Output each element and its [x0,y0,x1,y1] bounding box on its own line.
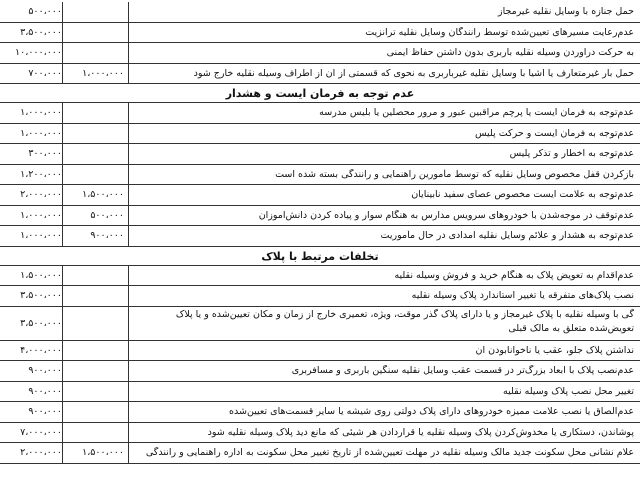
column-divider [128,185,129,206]
table-row [0,382,640,403]
fine-amount-secondary: ۵۰۰،۰۰۰ [90,209,124,221]
table-row [0,43,640,64]
fine-amount-secondary: ۱،۵۰۰،۰۰۰ [82,189,124,201]
fine-amount: ۳،۵۰۰،۰۰۰ [20,317,62,329]
column-divider [128,165,129,186]
violation-description: عدم‌الصاق یا نصب علامت ممیزه خودروهای دارای پلاک دولتی روی شیشه یا سایر قسمت‌های تعیین‌شده [229,406,634,418]
column-divider [62,226,63,247]
column-divider [62,402,63,423]
fine-amount: ۳۰۰،۰۰۰ [28,148,62,160]
column-divider [62,64,63,85]
violation-description: عدم‌اقدام به تعویض پلاک به هنگام خرید و فروش وسیله نقلیه [394,269,634,281]
table-row [0,2,640,23]
fine-amount-secondary: ۱،۵۰۰،۰۰۰ [82,447,124,459]
fine-amount: ۳،۵۰۰،۰۰۰ [20,26,62,38]
column-divider [62,266,63,287]
column-divider [128,341,129,362]
table-row [0,206,640,227]
violation-description: حمل بار غیرمتعارف یا اشیا با وسایل نقلیه غیرباربری به نحوی که قسمتی از آن از اطراف وسیله نقلیه خارج شود [193,67,634,79]
table-row [0,165,640,186]
violation-description: تغییر محل نصب پلاک وسیله نقلیه [503,385,634,397]
column-divider [128,402,129,423]
table-row [0,103,640,124]
column-divider [62,23,63,44]
table-row [0,307,640,341]
fine-amount: ۵۰۰،۰۰۰ [28,6,62,18]
violation-description: حمل جنازه با وسایل نقلیه غیرمجاز [497,6,634,18]
table-row [0,341,640,362]
column-divider [62,2,63,23]
column-divider [62,286,63,307]
column-divider [128,226,129,247]
section-heading-rule [0,84,640,103]
column-divider [62,206,63,227]
table-row [0,361,640,382]
fine-amount: ۱،۰۰۰،۰۰۰ [20,127,62,139]
violation-description: نصب پلاک‌های متفرقه یا تغییر استاندارد پلاک وسیله نقلیه [411,290,634,302]
column-divider [62,361,63,382]
column-divider [62,43,63,64]
column-divider [128,307,129,341]
table-row [0,185,640,206]
fine-amount: ۱،۰۰۰،۰۰۰ [20,230,62,242]
table-row [0,226,640,247]
violation-description: به حرکت درآوردن وسیله نقلیه باربری بدون داشتن حفاظ ایمنی [386,47,634,59]
column-divider [128,64,129,85]
fine-amount: ۹۰۰،۰۰۰ [28,406,62,418]
column-divider [128,423,129,444]
violation-description: علام نشانی محل سکونت جدید مالک وسیله نقلیه در مهلت تعیین‌شده از تاریخ تغییر محل سکونت به اداره راهنمایی و رانندگی [145,447,634,459]
column-divider [128,23,129,44]
fine-amount: ۴،۰۰۰،۰۰۰ [20,344,62,356]
violation-description: عدم‌رعایت مسیرهای تعیین‌شده توسط رانندگان وسایل نقلیه ترانزیت [365,26,634,38]
violation-description: عدم‌توجه به اخطار و تذکر پلیس [509,148,634,160]
column-divider [128,144,129,165]
table-row [0,402,640,423]
column-divider [128,361,129,382]
column-divider [62,103,63,124]
section-heading: عدم توجه به فرمان ایست و هشدار [225,87,415,100]
fine-amount-secondary: ۱،۰۰۰،۰۰۰ [82,67,124,79]
column-divider [128,103,129,124]
fine-amount: ۱،۰۰۰،۰۰۰ [20,107,62,119]
column-divider [128,286,129,307]
column-divider [62,185,63,206]
violation-description: عدم‌توجه به فرمان ایست و حرکت پلیس [474,127,634,139]
column-divider [128,443,129,464]
table-row [0,443,640,464]
column-divider [62,382,63,403]
column-divider [62,165,63,186]
column-divider [128,2,129,23]
fine-amount: ۲،۰۰۰،۰۰۰ [20,189,62,201]
column-divider [128,206,129,227]
violation-description: بازکردن قفل مخصوص وسایل نقلیه که توسط مأمورین راهنمایی و رانندگی بسته شده است [275,168,634,180]
section-heading-rule [0,247,640,266]
fine-amount: ۳،۵۰۰،۰۰۰ [20,290,62,302]
table-row [0,23,640,44]
column-divider [128,124,129,145]
table-row [0,144,640,165]
table-row [0,124,640,145]
fine-amount: ۷،۰۰۰،۰۰۰ [20,426,62,438]
violation-description-line2: تعویض‌شده متعلق به مالک قبلی [508,322,634,334]
column-divider [62,144,63,165]
violation-description: عدم‌توجه به هشدار و علائم وسایل نقلیه امدادی در حال مأموریت [380,230,634,242]
violation-description: نداشتن پلاک جلو، عقب یا ناخوانابودن آن [475,344,634,356]
table-row [0,286,640,307]
fine-amount: ۱،۲۰۰،۰۰۰ [20,168,62,180]
violation-description: عدم‌توقف در موجه‌شدن با خودروهای سرویس مدارس به هنگام سوار و پیاده کردن دانش‌آموزان [258,209,634,221]
column-divider [62,341,63,362]
table-row [0,423,640,444]
fine-amount-secondary: ۹۰۰،۰۰۰ [90,230,124,242]
fine-amount: ۹۰۰،۰۰۰ [28,365,62,377]
fine-amount: ۹۰۰،۰۰۰ [28,385,62,397]
violation-description: عدم‌توجه به علامت ایست مخصوص عصای سفید نابینایان [411,189,634,201]
column-divider [128,266,129,287]
column-divider [62,423,63,444]
column-divider [62,307,63,341]
fine-amount: ۱،۰۰۰،۰۰۰ [20,209,62,221]
fine-amount: ۱۰،۰۰۰،۰۰۰ [15,47,62,59]
fine-amount: ۲،۰۰۰،۰۰۰ [20,447,62,459]
column-divider [128,382,129,403]
column-divider [62,124,63,145]
fine-amount: ۷۰۰،۰۰۰ [28,67,62,79]
violation-description: عدم‌نصب پلاک با ابعاد بزرگ‌تر در قسمت عقب وسایل نقلیه سنگین باربری و مسافربری [291,365,634,377]
violation-description: عدم‌توجه به فرمان ایست یا پرچم مراقبین عبور و مرور محصلین یا بلیس مدرسه [319,107,634,119]
column-divider [128,43,129,64]
violation-description: پوشاندن، دستکاری یا مخدوش‌کردن پلاک وسیله نقلیه یا قراردادن هر شیئی که مانع دید پلاک وسیله نقلیه شود [207,426,634,438]
table-row [0,64,640,85]
table-row [0,266,640,287]
column-divider [62,443,63,464]
fine-amount: ۱،۵۰۰،۰۰۰ [20,269,62,281]
section-heading: تخلفات مرتبط با پلاک [261,249,379,263]
violation-description: گی با وسیله نقلیه با پلاک غیرمجاز و یا دارای پلاک گذر موقت، ویژه، تعمیری خارج از زمان و مکان تعیین‌شده و یا پلاک [175,308,634,320]
